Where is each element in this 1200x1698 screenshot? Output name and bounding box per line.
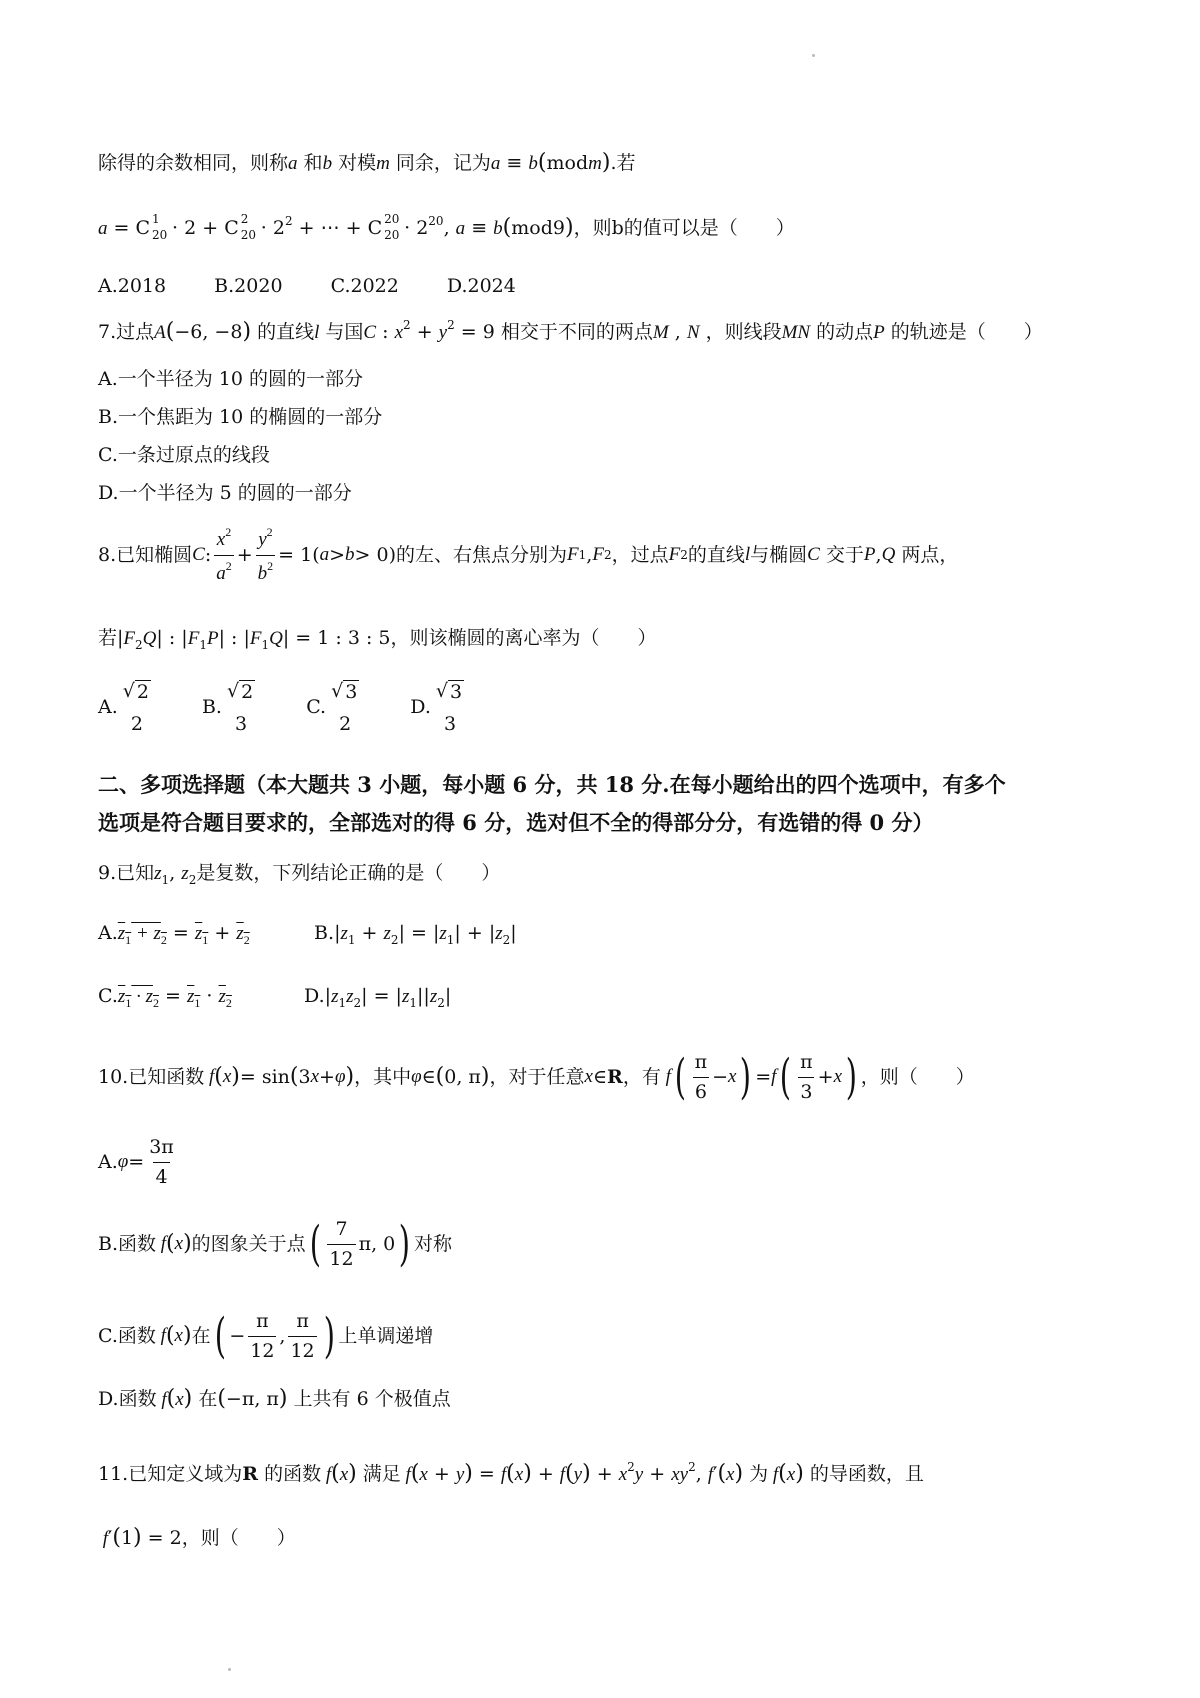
q10-option-a[interactable]: A. φ = $\frac{3\pi}{4}$ <box>98 1136 174 1188</box>
q7-option-a[interactable]: A.一个半径为 10 的圆的一部分 <box>98 368 364 390</box>
q6-options <box>98 275 558 298</box>
q6-stem-tail: ，则b的值可以是（ ） <box>573 217 795 239</box>
q10-option-c[interactable]: C.函数 f ( x ) 在 ( − $\frac{\pi}{12}$ , $\frac{\pi}{12}$ ) 上单调递增 <box>98 1308 434 1365</box>
q9-options-row1 <box>98 922 517 947</box>
q9-option-d[interactable]: $D.|z_1z_2| = |z_1||z_2|$ <box>304 985 452 1010</box>
q8-stem: 8.已知椭圆 C : $\frac{x^2}{a^2}$ + $\frac{y^2}{b^2}$ = 1( a > b > 0) 的左、右焦点分别为 F 1 , F 2 ，过点 F 2 的直线 l 与椭圆 C 交于 P , Q 两点， <box>98 524 959 584</box>
q11-stem: 11.已知定义域为R 的函数 f(x) 满足 $f(x + y) = f(x) + f(y) + x^2y + xy^2$, f′(x) 为 f(x) 的导函数，且 <box>98 1460 924 1486</box>
q8-fraction-y: $\frac{y^2}{b^2}$ <box>257 524 274 584</box>
q8-option-a[interactable]: A. √ 2 2 <box>98 680 149 735</box>
q7-option-d[interactable]: D.一个半径为 5 的圆的一部分 <box>98 482 352 504</box>
q9-stem: 9.已知$z_1$, $z_2$是复数，下列结论正确的是（ ） <box>98 862 501 887</box>
q6-option-d[interactable]: D.2024 <box>446 275 516 297</box>
q6-line1: 除得的余数相同，则称a 和b 对模m 同余，记为a ≡ b(modm).若 <box>98 150 636 175</box>
q8-line2: 若$|F_2Q|$ : $|F_1P|$ : $|F_1Q| = 1$ : 3 : 5，则该椭圆的离心率为（ ） <box>98 627 657 652</box>
q8-option-d[interactable]: D. √ 3 3 <box>410 680 463 735</box>
scan-speck <box>812 54 815 57</box>
section2-heading-line2: 选项是符合题目要求的，全部选对的得 6 分，选对但不全的得部分分，有选错的得 0 分） <box>98 810 934 835</box>
q7-option-b[interactable]: B.一个焦距为 10 的椭圆的一部分 <box>98 406 383 428</box>
q11-line2: f′(1) = 2，则（ ） <box>98 1525 296 1550</box>
q8-options <box>98 680 469 736</box>
q7-option-c[interactable]: C.一条过原点的线段 <box>98 444 270 466</box>
q8-fraction-x: $\frac{x^2}{a^2}$ <box>216 524 232 584</box>
q6-option-c[interactable]: C.2022 <box>330 275 399 297</box>
q9-option-b[interactable]: $B.|z_1 + z_2| = |z_1| + |z_2|$ <box>314 922 517 947</box>
q9-option-a[interactable]: $A.z_1 + z_2 = z_1 + z_2$ <box>98 922 250 947</box>
q6-option-b[interactable]: B.2020 <box>214 275 283 297</box>
section2-heading-line1: 二、多项选择题（本大题共 3 小题，每小题 6 分，共 18 分.在每小题给出的四个选项中，有多个 <box>98 772 1006 797</box>
q10-option-b[interactable]: B.函数 f ( x ) 的图象关于点 ( $\frac{7}{12}$ π, 0 ) 对称 <box>98 1216 453 1273</box>
q6-option-a[interactable]: A.2018 <box>98 275 167 297</box>
q6-line2: a = C 1 20 · 2 + C 2 20 · $2^2$ + ⋯ + C 20 20 · $2^{20}$, a ≡ b(mod9)，则b的值可以是（ ） <box>98 212 795 242</box>
q9-option-c[interactable]: $C.z_1 \cdot z_2 = z_1 \cdot z_2$ <box>98 985 232 1010</box>
q8-option-b[interactable]: B. √ 2 3 <box>201 680 254 735</box>
scan-speck <box>228 1668 231 1671</box>
q7-stem: 7.过点A(−6, −8) 的直线l 与国C : $x^2 + y^2 = 9$ 相交于不同的两点M , N ，则线段MN 的动点P 的轨迹是（ ） <box>98 318 1043 344</box>
q9-options-row2 <box>98 985 451 1010</box>
q8-option-c[interactable]: C. √ 3 2 <box>306 680 358 735</box>
q10-stem: 10.已知函数 f ( x ) = sin ( 3 x + φ ) ，其中 φ ∈ ( 0, π ) ，对于任意 x ∈ R ，有 f ( $\frac{\pi}{6}$ − x ) = f ( $\frac{\pi}{3}$ + x ) ，则（ ） <box>98 1049 975 1105</box>
q10-option-d[interactable]: D.函数 f(x) 在(−π, π) 上共有 6 个极值点 <box>98 1386 451 1411</box>
